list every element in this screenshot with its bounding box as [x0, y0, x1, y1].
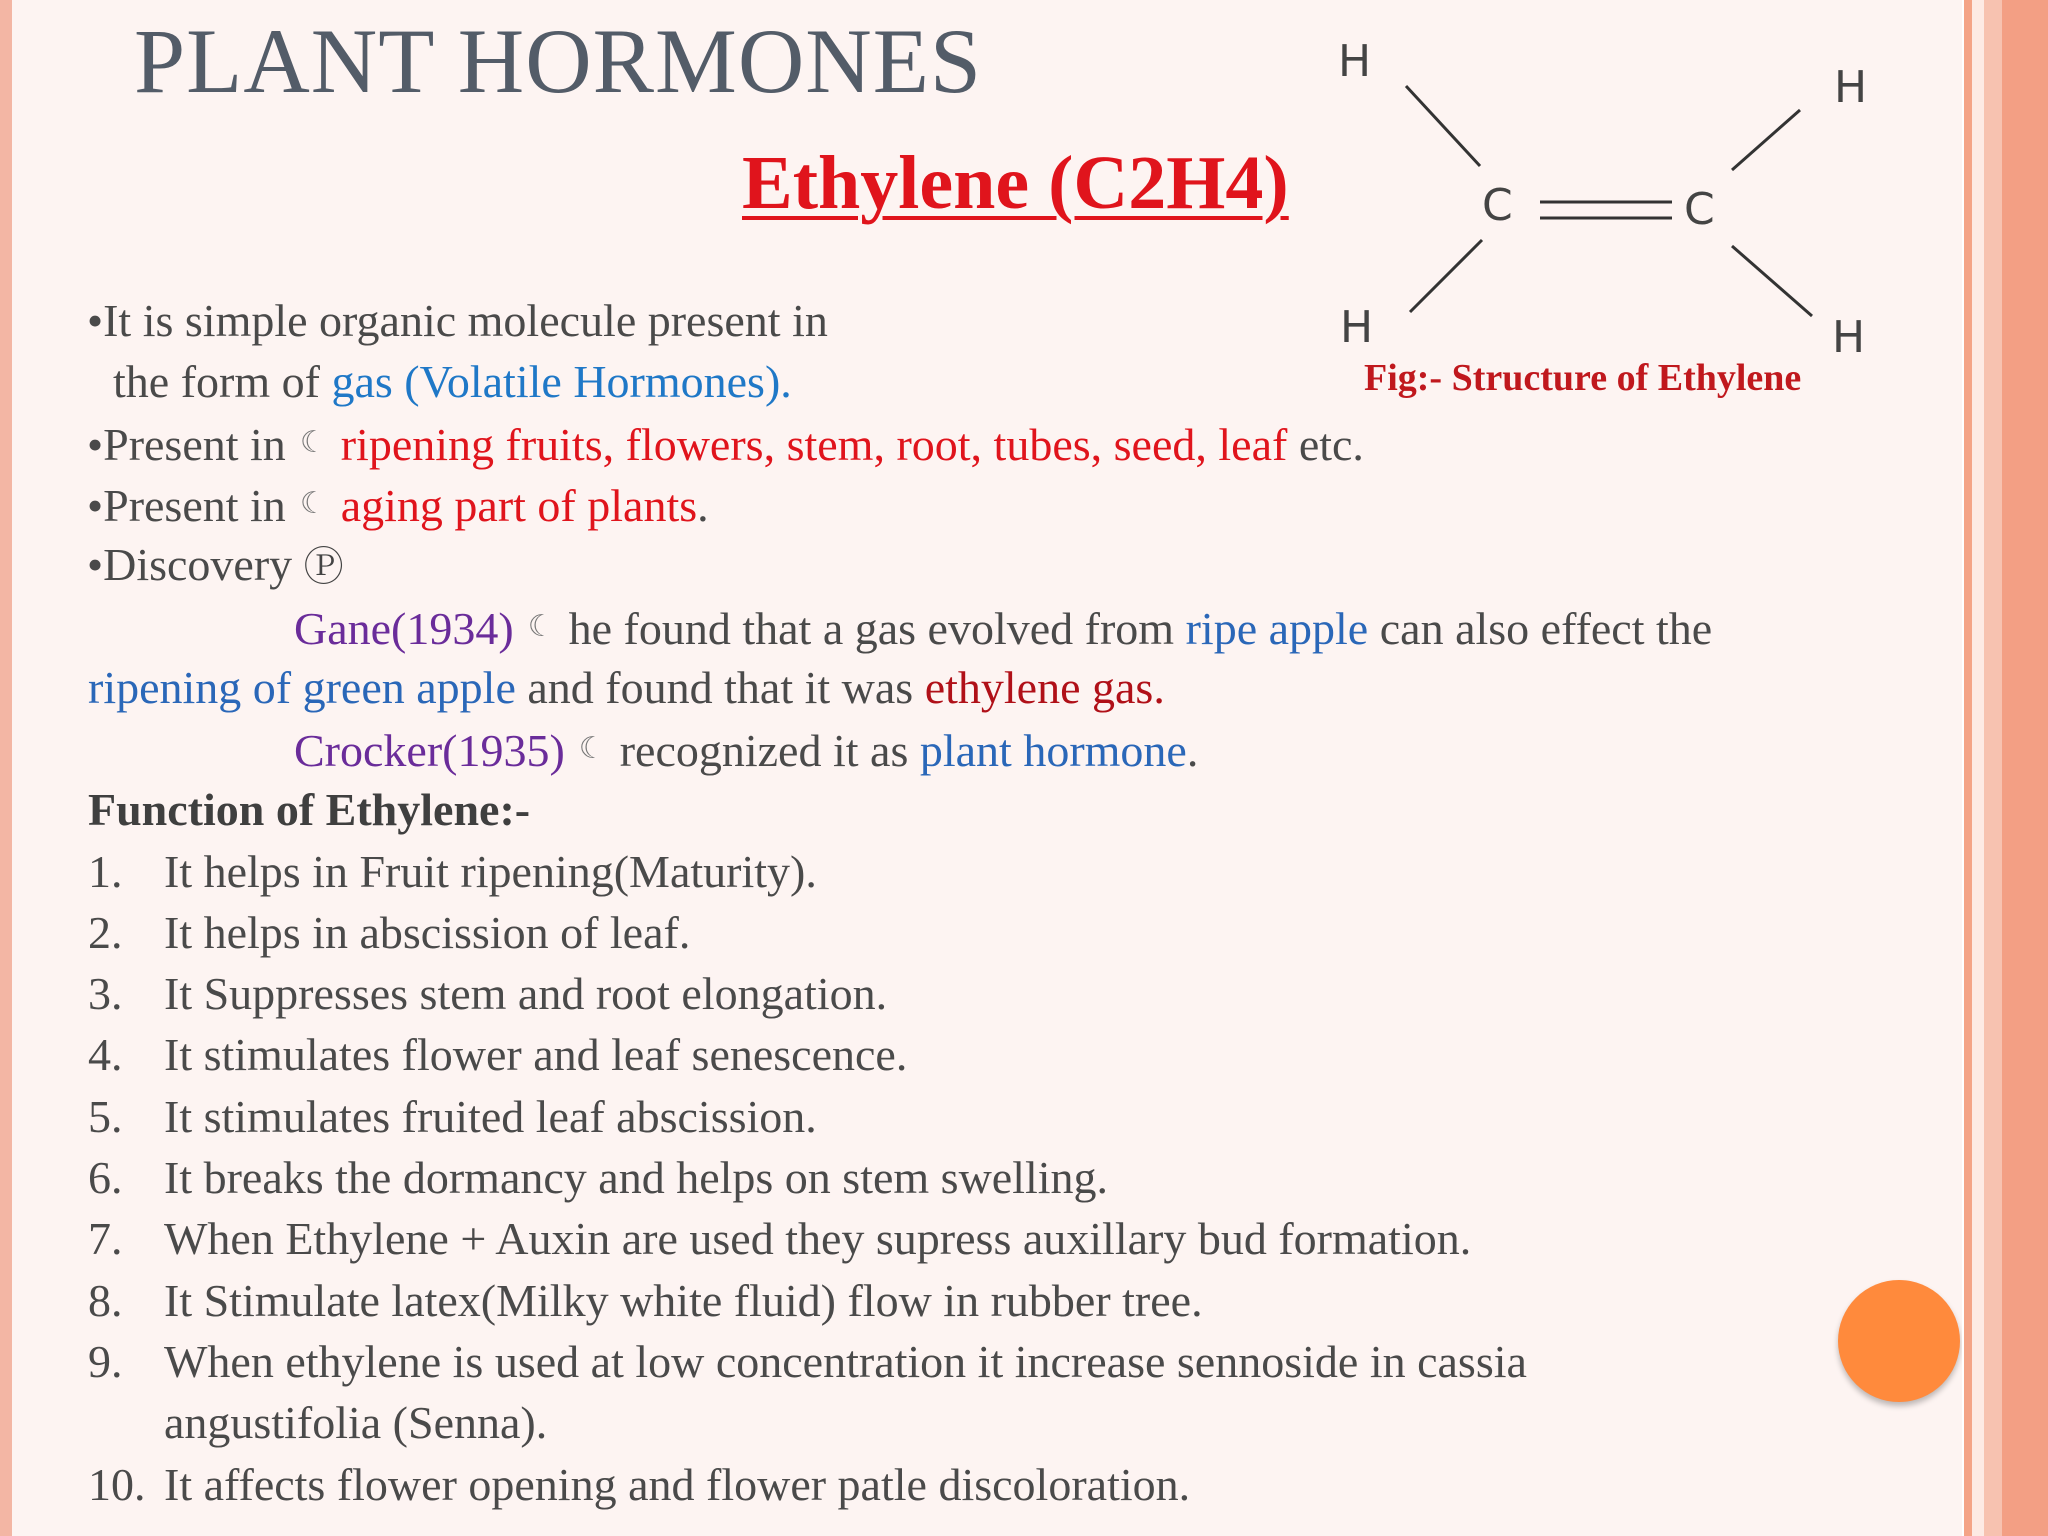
slide-subtitle: Ethylene (C2H4) — [742, 141, 1289, 225]
circled-p-icon: Ⓟ — [303, 544, 344, 590]
right-decor-band — [1962, 0, 2048, 1536]
list-item: 1. It helps in Fruit ripening(Maturity). — [88, 846, 817, 897]
orange-circle-decoration — [1838, 1280, 1960, 1402]
intro-line-2: the form of gas (Volatile Hormones). — [113, 356, 792, 407]
crescent-icon: ☾ — [578, 731, 606, 766]
crescent-icon: ☾ — [299, 425, 327, 460]
functions-heading: Function of Ethylene:- — [88, 784, 531, 835]
atom-c-right: C — [1684, 184, 1715, 235]
atom-c-left: C — [1482, 180, 1513, 231]
crescent-icon: ☾ — [527, 609, 555, 644]
list-item: 5. It stimulates fruited leaf abscission. — [88, 1091, 817, 1142]
discovery-crocker-line: Crocker(1935) ☾ recognized it as plant hormone. — [294, 725, 1199, 776]
page-title: PLANT HORMONES — [134, 10, 983, 112]
list-item: angustifolia (Senna). — [164, 1397, 548, 1448]
list-item: 10. It affects flower opening and flower patle discoloration. — [88, 1459, 1191, 1510]
discovery-gane-line: Gane(1934) ☾ he found that a gas evolved from ripe apple can also effect the — [294, 603, 1713, 654]
crescent-icon: ☾ — [299, 486, 327, 521]
discovery-heading: •Discovery Ⓟ — [87, 539, 344, 590]
list-item: 7. When Ethylene + Auxin are used they supress auxillary bud formation. — [88, 1213, 1472, 1264]
list-item: 8. It Stimulate latex(Milky white fluid) flow in rubber tree. — [88, 1275, 1203, 1326]
atom-h-top-right: H — [1834, 62, 1868, 113]
list-item: 2. It helps in abscission of leaf. — [88, 907, 691, 958]
list-item: 3. It Suppresses stem and root elongation. — [88, 968, 888, 1019]
list-item: 6. It breaks the dormancy and helps on stem swelling. — [88, 1152, 1109, 1203]
list-item: 4. It stimulates flower and leaf senescence. — [88, 1029, 908, 1080]
discovery-gane-line-2: ripening of green apple and found that it was ethylene gas. — [88, 662, 1165, 713]
figure-caption: Fig:- Structure of Ethylene — [1364, 357, 1802, 399]
slide — [12, 0, 1962, 1536]
atom-h-top-left: H — [1338, 36, 1372, 87]
ethylene-structure-diagram — [1322, 20, 1942, 360]
present-in-line-2: •Present in ☾ aging part of plants. — [87, 480, 709, 531]
atom-h-bottom-right: H — [1832, 312, 1866, 360]
present-in-line-1: •Present in ☾ ripening fruits, flowers, stem, root, tubes, seed, leaf etc. — [87, 419, 1364, 470]
atom-h-bottom-left: H — [1340, 302, 1374, 353]
list-item: 9. When ethylene is used at low concentration it increase sennoside in cassia — [88, 1336, 1527, 1387]
intro-line-1: •It is simple organic molecule present in — [87, 295, 828, 346]
left-decor-stripe — [0, 0, 12, 1536]
